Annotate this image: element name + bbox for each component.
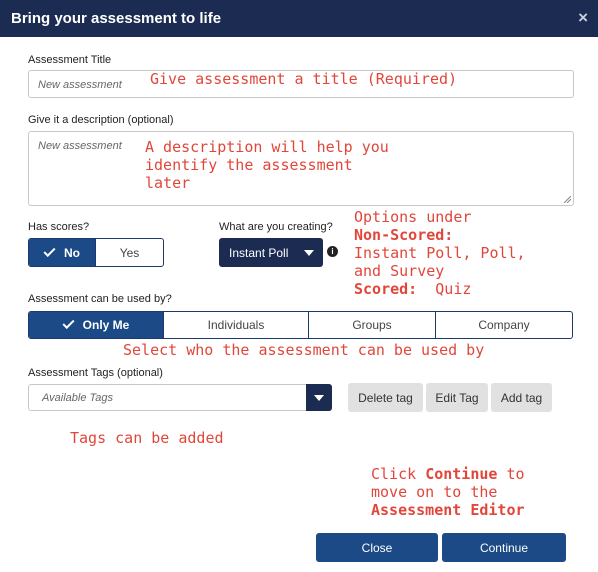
check-icon (62, 317, 74, 329)
creating-dropdown[interactable] (219, 238, 323, 267)
close-button[interactable]: Close (316, 533, 438, 562)
description-label: Give it a description (optional) (28, 114, 174, 126)
usage-option-company[interactable]: Company (435, 312, 572, 338)
usage-option-groups[interactable]: Groups (308, 312, 435, 338)
dialog-title: Bring your assessment to life (11, 10, 222, 27)
add-tag-button[interactable]: Add tag (491, 383, 552, 412)
annotation-title: Give assessment a title (Required) (150, 70, 458, 88)
delete-tag-button[interactable]: Delete tag (348, 383, 423, 412)
info-icon[interactable]: i (327, 246, 338, 257)
has-scores-label: Has scores? (28, 221, 90, 233)
annotation-usage: Select who the assessment can be used by (123, 341, 485, 359)
dialog-header (0, 0, 598, 37)
tags-label: Assessment Tags (optional) (28, 367, 163, 379)
annotation-tags: Tags can be added (70, 429, 224, 447)
check-icon (43, 244, 55, 256)
has-scores-toggle (28, 238, 164, 267)
annotation-options: Options under Non-Scored: Instant Poll, Poll, and Survey Scored: Quiz (354, 208, 526, 298)
description-placeholder: New assessment (38, 140, 122, 152)
assessment-title-label: Assessment Title (28, 54, 112, 66)
usage-option-only-me[interactable]: Only Me (29, 312, 163, 338)
edit-tag-button[interactable]: Edit Tag (426, 383, 488, 412)
usage-label: Assessment can be used by? (28, 293, 172, 305)
annotation-continue: Click Continue to move on to the Assessment Editor (371, 465, 525, 519)
usage-option-individuals[interactable]: Individuals (163, 312, 308, 338)
creating-label: What are you creating? (219, 221, 333, 233)
scores-option-no[interactable]: No (29, 239, 95, 266)
tags-placeholder: Available Tags (42, 392, 113, 404)
scores-option-yes[interactable]: Yes (95, 239, 163, 266)
close-icon[interactable]: × (578, 8, 588, 27)
usage-toggle (28, 311, 573, 339)
title-placeholder: New assessment (38, 79, 122, 91)
caret-down-icon (304, 250, 314, 256)
tags-dropdown-button[interactable] (306, 384, 332, 411)
creating-value: Instant Poll (229, 245, 289, 260)
resize-handle-icon[interactable] (564, 196, 571, 203)
annotation-description: A description will help you identify the assessment later (145, 138, 389, 192)
caret-down-icon (314, 395, 324, 401)
tags-select[interactable] (28, 384, 332, 411)
continue-button[interactable]: Continue (442, 533, 566, 562)
